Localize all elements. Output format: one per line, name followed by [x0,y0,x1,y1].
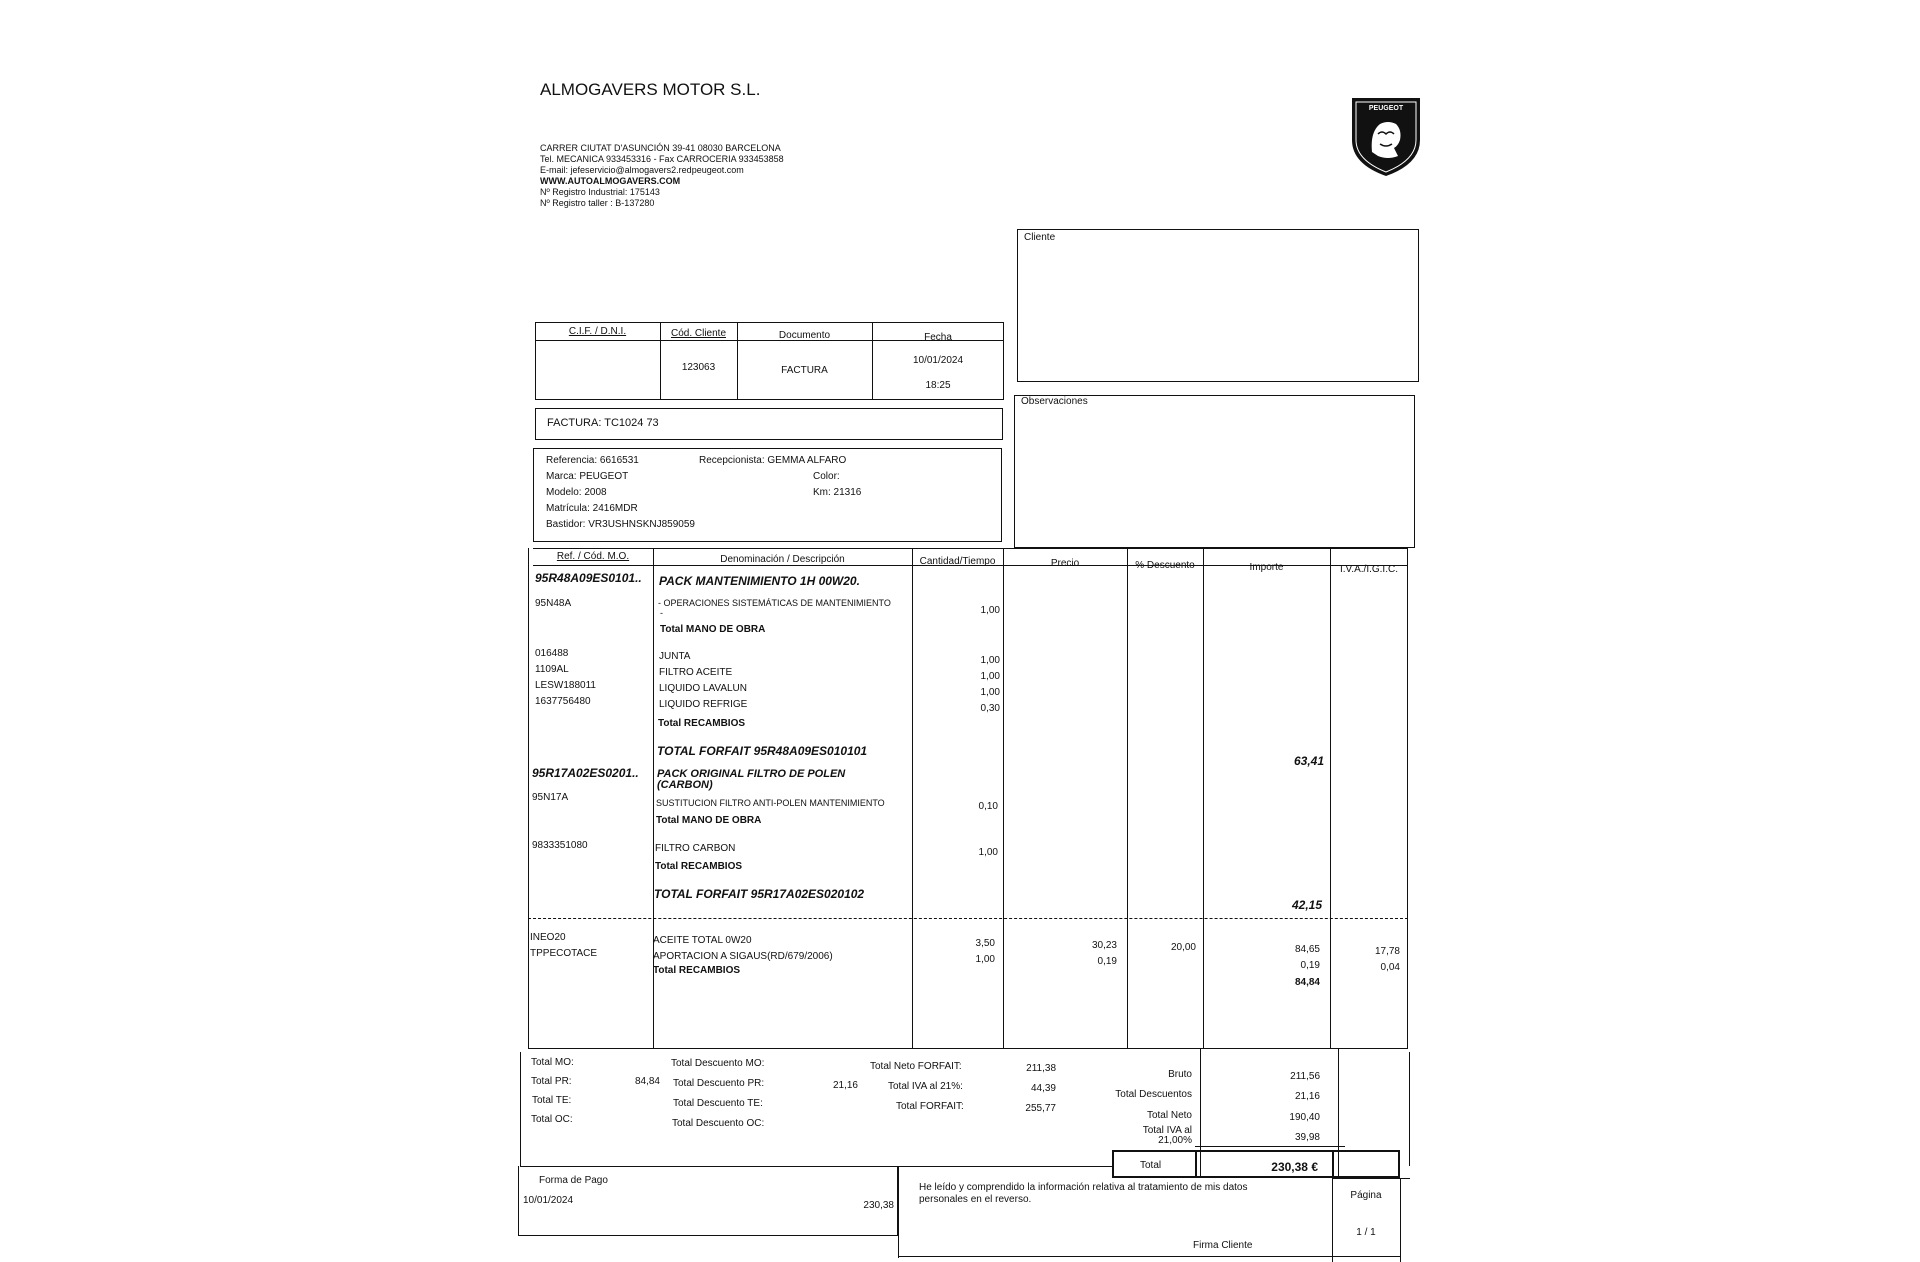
col-precio: Precio [1050,558,1080,569]
forfait1-importe: 63,41 [1293,754,1324,768]
cliente-label: Cliente [1024,232,1056,243]
loose-ref-0: INEO20 [530,932,566,943]
hora-value: 18:25 [925,380,951,391]
total-mo-label: Total MO: [531,1057,574,1068]
forfait1-part-desc-0: JUNTA [659,651,691,662]
totals-section [520,1052,1410,1166]
forfait1-part-ref-0: 016488 [535,648,569,659]
loose-importe-0: 84,65 [1294,944,1320,955]
company-web: WWW.AUTOALMOGAVERS.COM [540,176,681,186]
forfait2-importe: 42,15 [1291,898,1322,912]
loose-total-value: 84,84 [1294,977,1320,988]
legal-text-2: personales en el reverso. [919,1194,1032,1205]
forfait1-mo-desc2: - [660,608,663,618]
descuentos-label: Total Descuentos [1115,1089,1192,1100]
total-oc-label: Total OC: [531,1114,573,1125]
forfait2-ref: 95R17A02ES0201.. [532,766,639,780]
company-phone: Tel. MECANICA 933453316 - Fax CARROCERIA 933453858 [540,154,784,164]
forfait1-part-qty-0: 1,00 [980,655,1000,666]
vehicle-matricula: Matrícula: 2416MDR [546,503,638,514]
factura-box [535,408,1003,440]
forfait2-total-rec: Total RECAMBIOS [655,861,743,872]
loose-precio-0: 30,23 [1091,940,1117,951]
pagina-value: 1 / 1 [1356,1227,1376,1238]
forfait1-total-rec: Total RECAMBIOS [658,718,746,729]
neto-forfait-value: 211,38 [1026,1063,1056,1074]
col-fecha: Fecha [924,332,952,343]
forfait2-part-qty: 1,00 [978,847,998,858]
vehicle-modelo: Modelo: 2008 [546,487,607,498]
forfait2-total-forfait: TOTAL FORFAIT 95R17A02ES020102 [654,887,865,901]
col-iva: I.V.A./I.G.I.C. [1340,564,1398,575]
observaciones-label: Observaciones [1021,396,1088,407]
dto-oc-label: Total Descuento OC: [672,1118,765,1129]
forfait1-part-desc-2: LIQUIDO LAVALUN [659,683,747,694]
loose-iva-1: 0,04 [1380,962,1400,973]
section-divider [528,918,1408,919]
forfait2-mo-qty: 0,10 [978,801,998,812]
company-reg-industrial: Nº Registro Industrial: 175143 [540,187,660,197]
forfait1-part-ref-3: 1637756480 [535,696,591,707]
company-name: ALMOGAVERS MOTOR S.L. [540,80,761,99]
peugeot-logo [1348,94,1424,178]
vehicle-marca: Marca: PEUGEOT [546,471,629,482]
firma-cliente-label: Firma Cliente [1193,1240,1253,1251]
forfait2-total-mo: Total MANO DE OBRA [656,815,762,826]
loose-total-label: Total RECAMBIOS [653,965,741,976]
cliente-box [1017,229,1419,382]
pago-importe: 230,38 [863,1200,894,1211]
forfait2-mo-desc: SUSTITUCION FILTRO ANTI-POLEN MANTENIMIENTO [656,798,885,808]
col-cif: C.I.F. / D.N.I. [568,326,627,337]
col-importe: Importe [1249,562,1284,573]
loose-ref-1: TPPECOTACE [530,948,598,959]
loose-iva-0: 17,78 [1374,946,1400,957]
vehicle-bastidor: Bastidor: VR3USHNSKNJ859059 [546,519,695,530]
documento-value: FACTURA [781,365,828,376]
observaciones-box [1014,395,1415,548]
forfait1-total-mo: Total MANO DE OBRA [660,624,766,635]
peugeot-logo-text: PEUGEOT [1368,105,1404,112]
col-descripcion: Denominación / Descripción [720,554,845,565]
neto-value: 190,40 [1289,1112,1320,1123]
total-forfait-value: 255,77 [1025,1103,1056,1114]
forfait2-title2: (CARBON) [657,779,713,791]
loose-dto-0: 20,00 [1170,942,1196,953]
col-documento: Documento [778,330,831,341]
forfait1-mo-qty: 1,00 [980,605,1000,616]
loose-qty-0: 3,50 [975,938,995,949]
bruto-label: Bruto [1168,1069,1192,1080]
loose-precio-1: 0,19 [1097,956,1117,967]
fecha-value: 10/01/2024 [912,355,964,366]
col-cantidad: Cantidad/Tiempo [919,556,996,567]
col-cod-cliente: Cód. Cliente [670,328,727,339]
legal-text: He leído y comprendido la información relativa al tratamiento de mis datos [919,1182,1248,1193]
iva-pct: 21,00% [1158,1135,1192,1146]
forfait2-mo-ref: 95N17A [532,792,569,803]
bruto-value: 211,56 [1290,1071,1320,1082]
forfait1-part-qty-2: 1,00 [980,687,1000,698]
dto-pr-label: Total Descuento PR: [673,1078,765,1089]
vehicle-referencia: Referencia: 6616531 [546,455,639,466]
loose-qty-1: 1,00 [975,954,995,965]
total-te-label: Total TE: [532,1095,572,1106]
dto-mo-label: Total Descuento MO: [671,1058,765,1069]
total-pr-value: 84,84 [634,1076,660,1087]
neto-label: Total Neto [1146,1110,1192,1121]
company-email: E-mail: jefeservicio@almogavers2.redpeugeot.com [540,165,744,175]
forfait1-mo-ref: 95N48A [535,598,572,609]
col-descuento: % Descuento [1135,560,1195,571]
iva-value: 39,98 [1294,1132,1320,1143]
forfait2-part-desc: FILTRO CARBON [655,843,736,854]
iva-21-label: Total IVA al 21%: [888,1081,963,1092]
total-pr-label: Total PR: [531,1076,572,1087]
forfait1-ref: 95R48A09ES0101.. [535,571,642,585]
cod-cliente-value: 123063 [681,362,716,373]
forma-pago-label: Forma de Pago [539,1175,608,1186]
forfait1-part-qty-1: 1,00 [980,671,1000,682]
total-forfait-label: Total FORFAIT: [896,1101,964,1112]
pagina-label: Página [1350,1190,1382,1201]
company-reg-taller: Nº Registro taller : B-137280 [540,198,655,208]
dto-te-label: Total Descuento TE: [673,1098,763,1109]
forfait1-part-desc-3: LIQUIDO REFRIGE [659,699,748,710]
forfait1-part-ref-1: 1109AL [535,664,569,675]
factura-number: FACTURA: TC1024 73 [547,417,659,429]
company-address: CARRER CIUTAT D'ASUNCIÓN 39-41 08030 BARCELONA [540,143,781,153]
loose-desc-0: ACEITE TOTAL 0W20 [653,935,752,946]
forfait1-part-desc-1: FILTRO ACEITE [659,667,733,678]
forfait1-part-qty-3: 0,30 [980,703,1000,714]
vehicle-box [533,448,1002,542]
col-ref: Ref. / Cód. M.O. [556,551,630,562]
iva-21-value: 44,39 [1030,1083,1056,1094]
forfait1-part-ref-2: LESW188011 [535,680,596,691]
dto-pr-value: 21,16 [832,1080,858,1091]
iva-label: Total IVA al [1142,1125,1192,1136]
forfait1-title: PACK MANTENIMIENTO 1H 00W20. [659,574,860,588]
grand-total-value: 230,38 € [1271,1160,1318,1174]
loose-desc-1: APORTACION A SIGAUS(RD/679/2006) [653,951,833,962]
forfait1-mo-desc: - OPERACIONES SISTEMÁTICAS DE MANTENIMIENTO [658,598,891,608]
grand-total-label: Total [1140,1160,1162,1171]
descuentos-value: 21,16 [1294,1091,1320,1102]
pago-fecha: 10/01/2024 [523,1195,574,1206]
forfait1-total-forfait: TOTAL FORFAIT 95R48A09ES010101 [657,744,868,758]
forfait2-part-ref: 9833351080 [532,840,588,851]
forfait2-title: PACK ORIGINAL FILTRO DE POLEN [657,768,846,780]
vehicle-recepcionista: Recepcionista: GEMMA ALFARO [699,455,847,466]
neto-forfait-label: Total Neto FORFAIT: [870,1061,962,1072]
vehicle-km: Km: 21316 [813,487,862,498]
vehicle-color: Color: [813,471,840,482]
loose-importe-1: 0,19 [1300,960,1320,971]
